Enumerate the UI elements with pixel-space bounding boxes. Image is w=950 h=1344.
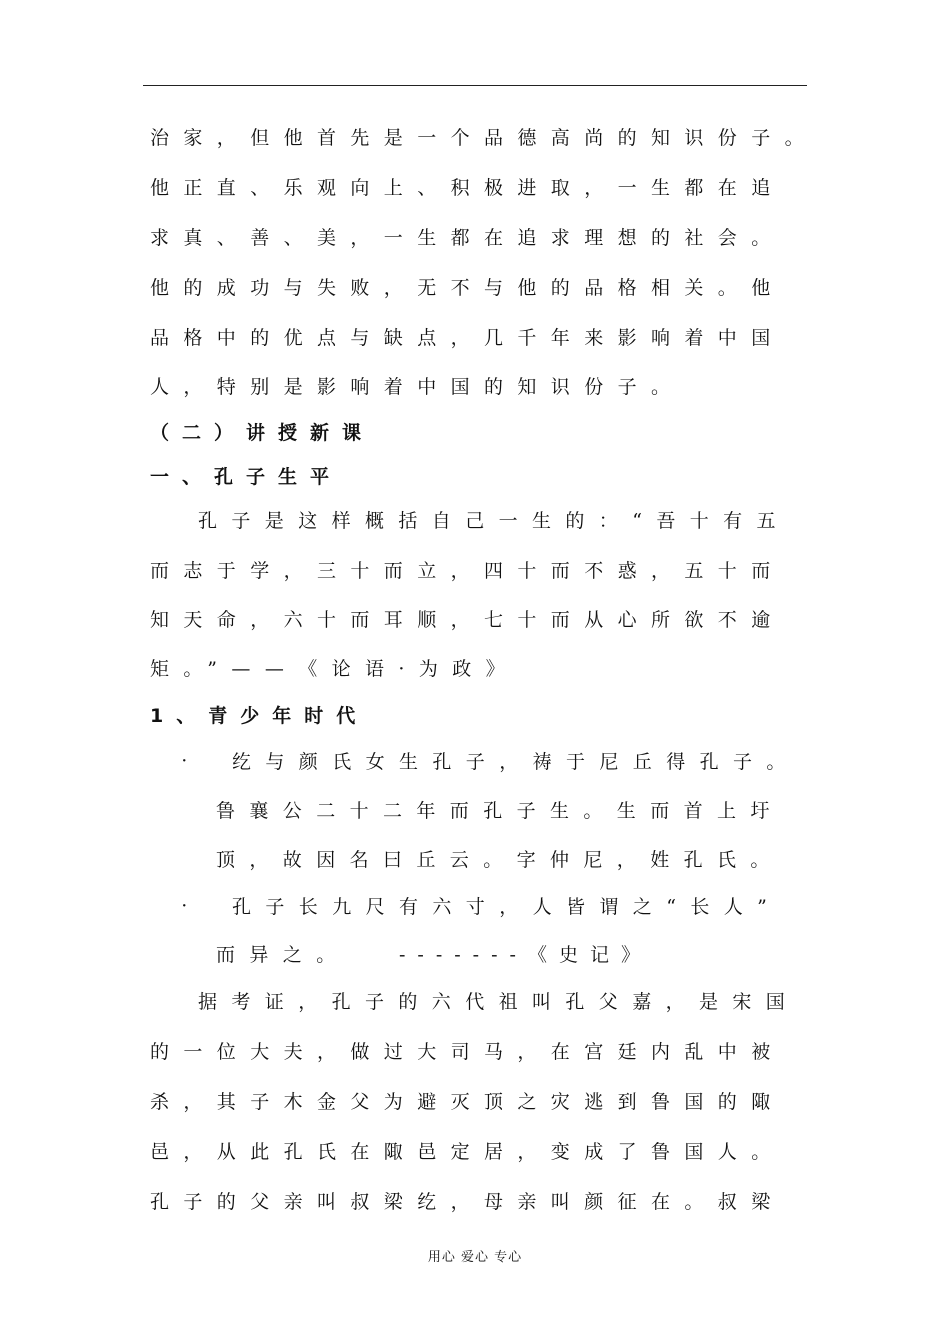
bullet-text: 孔子长九尺有六寸，人皆谓之“长人” bbox=[232, 896, 782, 918]
header-rule bbox=[143, 85, 807, 86]
body-line: 据考证，孔子的六代祖叫孔父嘉，是宋国 bbox=[198, 991, 800, 1013]
page-footer: 用心 爱心 专心 bbox=[427, 1250, 523, 1265]
subsection-heading: 一、孔子生平 bbox=[150, 466, 343, 488]
body-line: 的一位大夫，做过大司马，在宫廷内乱中被 bbox=[150, 1041, 785, 1063]
intro-line: 人，特别是影响着中国的知识份子。 bbox=[150, 376, 685, 398]
bullet-icon: · bbox=[182, 899, 187, 914]
part-heading: 1、青少年时代 bbox=[150, 705, 369, 727]
bullet-text: 纥与颜氏女生孔子，祷于尼丘得孔子。 bbox=[232, 751, 800, 773]
bullet-text: 鲁襄公二十二年而孔子生。生而首上圩 bbox=[216, 800, 784, 822]
bullet-text: 顶，故因名曰丘云。字仲尼，姓孔氏。 bbox=[216, 849, 784, 871]
body-line: 孔子的父亲叫叔梁纥，母亲叫颜征在。叔梁 bbox=[150, 1191, 785, 1213]
body-line: 邑，从此孔氏在陬邑定居，变成了鲁国人。 bbox=[150, 1141, 785, 1163]
intro-line: 他正直、乐观向上、积极进取，一生都在追 bbox=[150, 177, 785, 199]
quote-line: 而志于学，三十而立，四十而不惑，五十而 bbox=[150, 560, 785, 582]
intro-line: 治家，但他首先是一个品德高尚的知识份子。 bbox=[150, 127, 819, 149]
quote-line: 知天命，六十而耳顺，七十而从心所欲不逾 bbox=[150, 609, 785, 631]
bullet-text: 而异之。 bbox=[216, 944, 350, 966]
quote-line: 矩。”——《论语·为政》 bbox=[150, 658, 520, 680]
intro-line: 他的成功与失败，无不与他的品格相关。他 bbox=[150, 277, 785, 299]
intro-line: 品格中的优点与缺点，几千年来影响着中国 bbox=[150, 327, 785, 349]
bullet-icon: · bbox=[182, 754, 187, 769]
section-heading: （二）讲授新课 bbox=[150, 422, 375, 444]
body-line: 杀，其子木金父为避灭顶之灾逃到鲁国的陬 bbox=[150, 1091, 785, 1113]
quote-line: 孔子是这样概括自己一生的：“吾十有五 bbox=[198, 510, 790, 532]
intro-line: 求真、善、美，一生都在追求理想的社会。 bbox=[150, 227, 785, 249]
source-citation: -------《史记》 bbox=[399, 944, 652, 966]
